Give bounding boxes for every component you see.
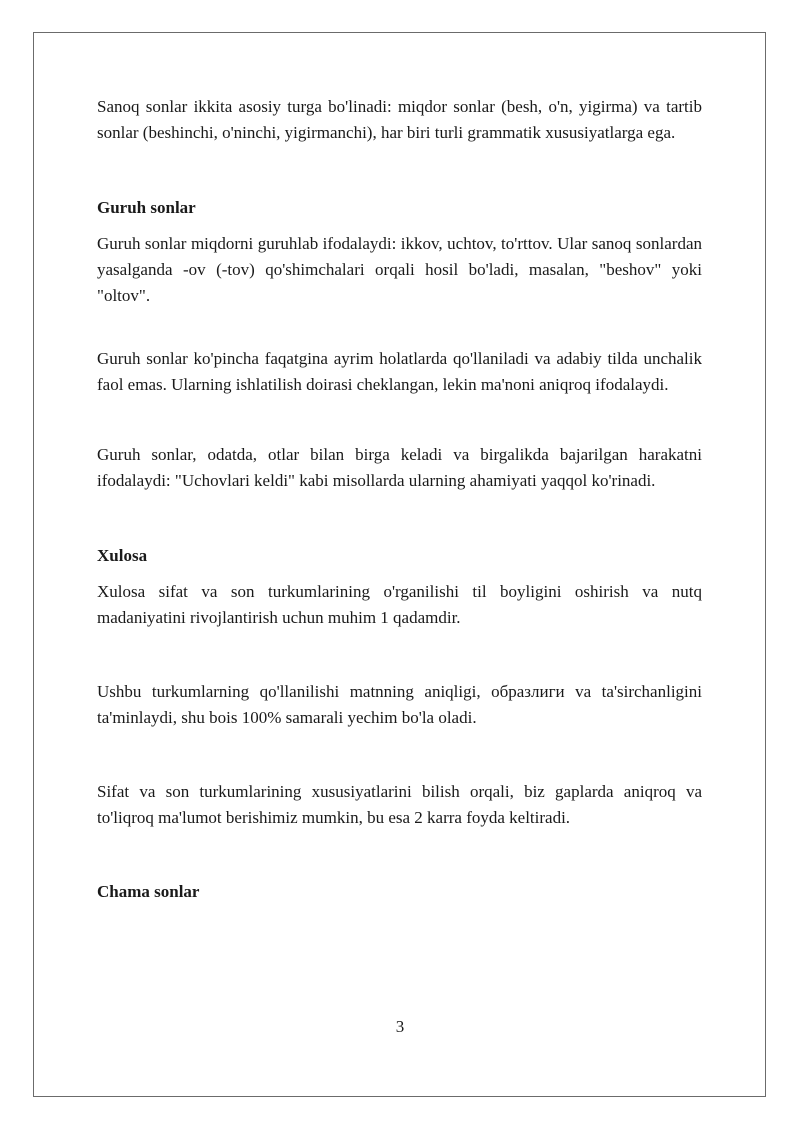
paragraph-sanoq-sonlar: Sanoq sonlar ikkita asosiy turga bo'linadi: miqdor sonlar (besh, o'n, yigirma) va tartib sonlar (beshinchi, o'ninchi, yigirmanchi), har biri turli grammatik xususiyatlarga ega.: [97, 97, 702, 142]
paragraph-guruh-sonlar-3: Guruh sonlar, odatda, otlar bilan birga keladi va birgalikda bajarilgan harakatni ifodalaydi: "Uchovlari keldi" kabi misollarda ularning ahamiyati yaqqol ko'rinadi.: [97, 445, 702, 490]
paragraph-xulosa-2: Ushbu turkumlarning qo'llanilishi matnning aniqligi, образлиги va ta'sirchanligini ta'minlaydi, shu bois 100% samarali yechim bo'la oladi.: [97, 682, 702, 727]
heading-chama-sonlar: Chama sonlar: [97, 882, 200, 901]
heading-xulosa: Xulosa: [97, 546, 148, 565]
document-body: [97, 94, 702, 905]
heading-guruh-sonlar: Guruh sonlar: [97, 198, 196, 217]
paragraph-guruh-sonlar-2: Guruh sonlar ko'pincha faqatgina ayrim holatlarda qo'llaniladi va adabiy tilda unchalik faol emas. Ularning ishlatilish doirasi cheklangan, lekin ma'noni aniqroq ifodalaydi.: [97, 349, 702, 394]
paragraph-guruh-sonlar-1: Guruh sonlar miqdorni guruhlab ifodalaydi: ikkov, uchtov, to'rttov. Ular sanoq sonlardan yasalganda -ov (-tov) qo'shimchalari orqali hosil bo'ladi, masalan, "beshov" yoki "oltov".: [97, 234, 702, 305]
paragraph-xulosa-3: Sifat va son turkumlarining xususiyatlarini bilish orqali, biz gaplarda aniqroq va to'liqroq ma'lumot berishimiz mumkin, bu esa 2 karra foyda keltiradi.: [97, 782, 702, 827]
paragraph-xulosa-1: Xulosa sifat va son turkumlarining o'rganilishi til boyligini oshirish va nutq madaniyatini rivojlantirish uchun muhim 1 qadamdir.: [97, 582, 702, 627]
page-number: 3: [395, 1017, 405, 1036]
